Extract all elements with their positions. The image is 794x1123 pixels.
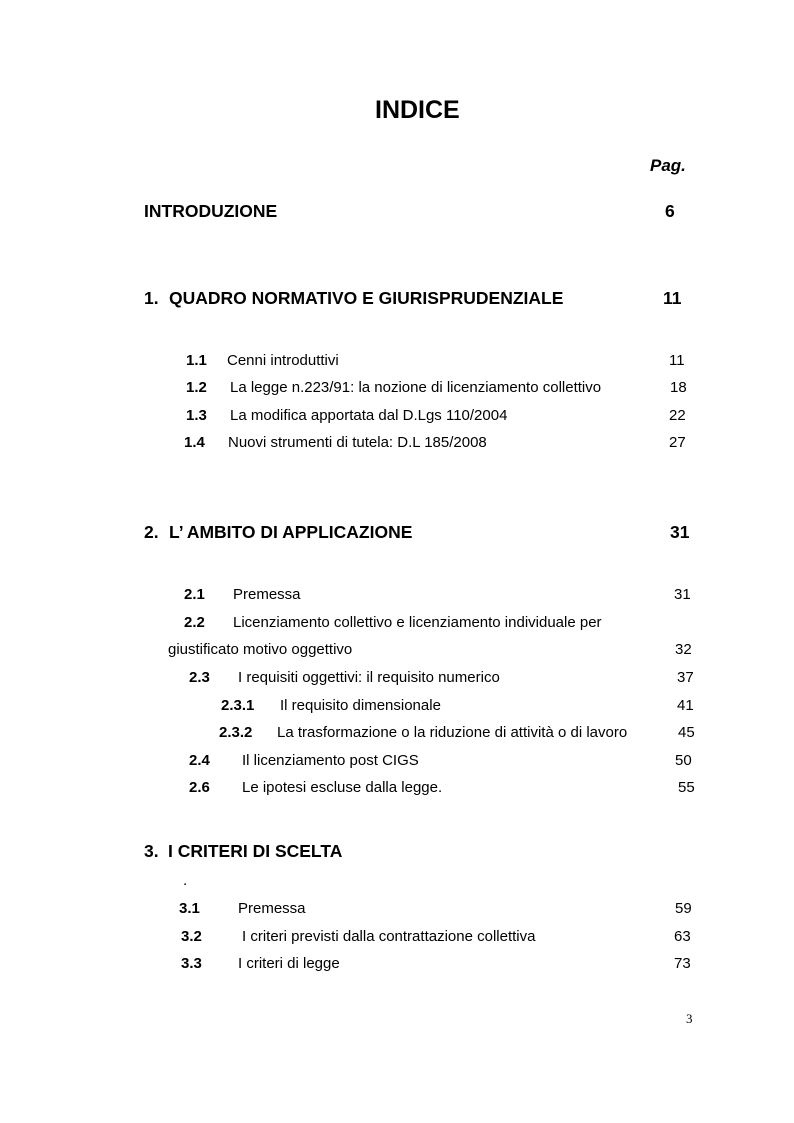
intro-page: 6 (665, 201, 675, 221)
entry-text: I criteri di legge (238, 955, 340, 972)
entry-page: 55 (678, 779, 695, 796)
entry-page: 11 (669, 352, 685, 369)
chapter-2-title: L’ AMBITO DI APPLICAZIONE (169, 522, 413, 542)
entry-number: 1.3 (186, 407, 207, 424)
entry-number: 1.2 (186, 379, 207, 396)
stray-dot: . (183, 872, 188, 889)
entry-number: 2.6 (189, 779, 210, 796)
entry-text: Premessa (233, 586, 301, 603)
page-number: 3 (686, 1011, 693, 1026)
entry-page: 31 (674, 586, 691, 603)
entry-number: 1.4 (184, 434, 205, 451)
entry-text: Il requisito dimensionale (280, 697, 441, 714)
entry-number: 2.3.2 (219, 724, 253, 741)
entry-text: Cenni introduttivi (227, 352, 339, 369)
entry-page: 50 (675, 752, 692, 769)
entry-text: Licenziamento collettivo e licenziamento individuale per (233, 614, 602, 631)
chapter-1-number: 1. (144, 288, 159, 308)
entry-number: 3.3 (181, 955, 202, 972)
entry-page: 59 (675, 900, 692, 917)
entry-page: 37 (677, 669, 694, 686)
chapter-2-number: 2. (144, 522, 159, 542)
entry-number: 2.4 (189, 752, 210, 769)
chapter-3-title: I CRITERI DI SCELTA (168, 841, 343, 861)
page-column-label: Pag. (650, 156, 686, 175)
entry-number: 2.3 (189, 669, 210, 686)
entry-text-continued: giustificato motivo oggettivo (168, 641, 353, 658)
entry-text: I requisiti oggettivi: il requisito numerico (238, 669, 500, 686)
entry-page: 63 (674, 928, 691, 945)
entry-page: 45 (678, 724, 695, 741)
entry-number: 2.1 (184, 586, 205, 603)
entry-number: 1.1 (186, 352, 207, 369)
entry-text: La modifica apportata dal D.Lgs 110/2004 (230, 407, 508, 424)
chapter-1-page: 11 (663, 288, 682, 308)
entry-page: 22 (669, 407, 686, 424)
entry-text: Premessa (238, 900, 306, 917)
entry-text: Le ipotesi escluse dalla legge. (242, 779, 443, 796)
entry-text: La trasformazione o la riduzione di attività o di lavoro (277, 724, 628, 741)
chapter-3-number: 3. (144, 841, 159, 861)
entry-page: 18 (670, 379, 687, 396)
intro-label: INTRODUZIONE (144, 201, 278, 221)
entry-page: 73 (674, 955, 691, 972)
entry-number: 3.1 (179, 900, 200, 917)
entry-number: 2.3.1 (221, 697, 255, 714)
chapter-1-title: QUADRO NORMATIVO E GIURISPRUDENZIALE (169, 288, 564, 308)
entry-text: I criteri previsti dalla contrattazione collettiva (242, 928, 536, 945)
entry-text: La legge n.223/91: la nozione di licenziamento collettivo (230, 379, 602, 396)
entry-text: Nuovi strumenti di tutela: D.L 185/2008 (228, 434, 487, 451)
page-title: INDICE (375, 96, 460, 124)
entry-page: 32 (675, 641, 692, 658)
entry-number: 2.2 (184, 614, 205, 631)
chapter-2-page: 31 (670, 522, 690, 542)
entry-page: 41 (677, 697, 694, 714)
entry-number: 3.2 (181, 928, 202, 945)
entry-page: 27 (669, 434, 686, 451)
entry-text: Il licenziamento post CIGS (242, 752, 419, 769)
